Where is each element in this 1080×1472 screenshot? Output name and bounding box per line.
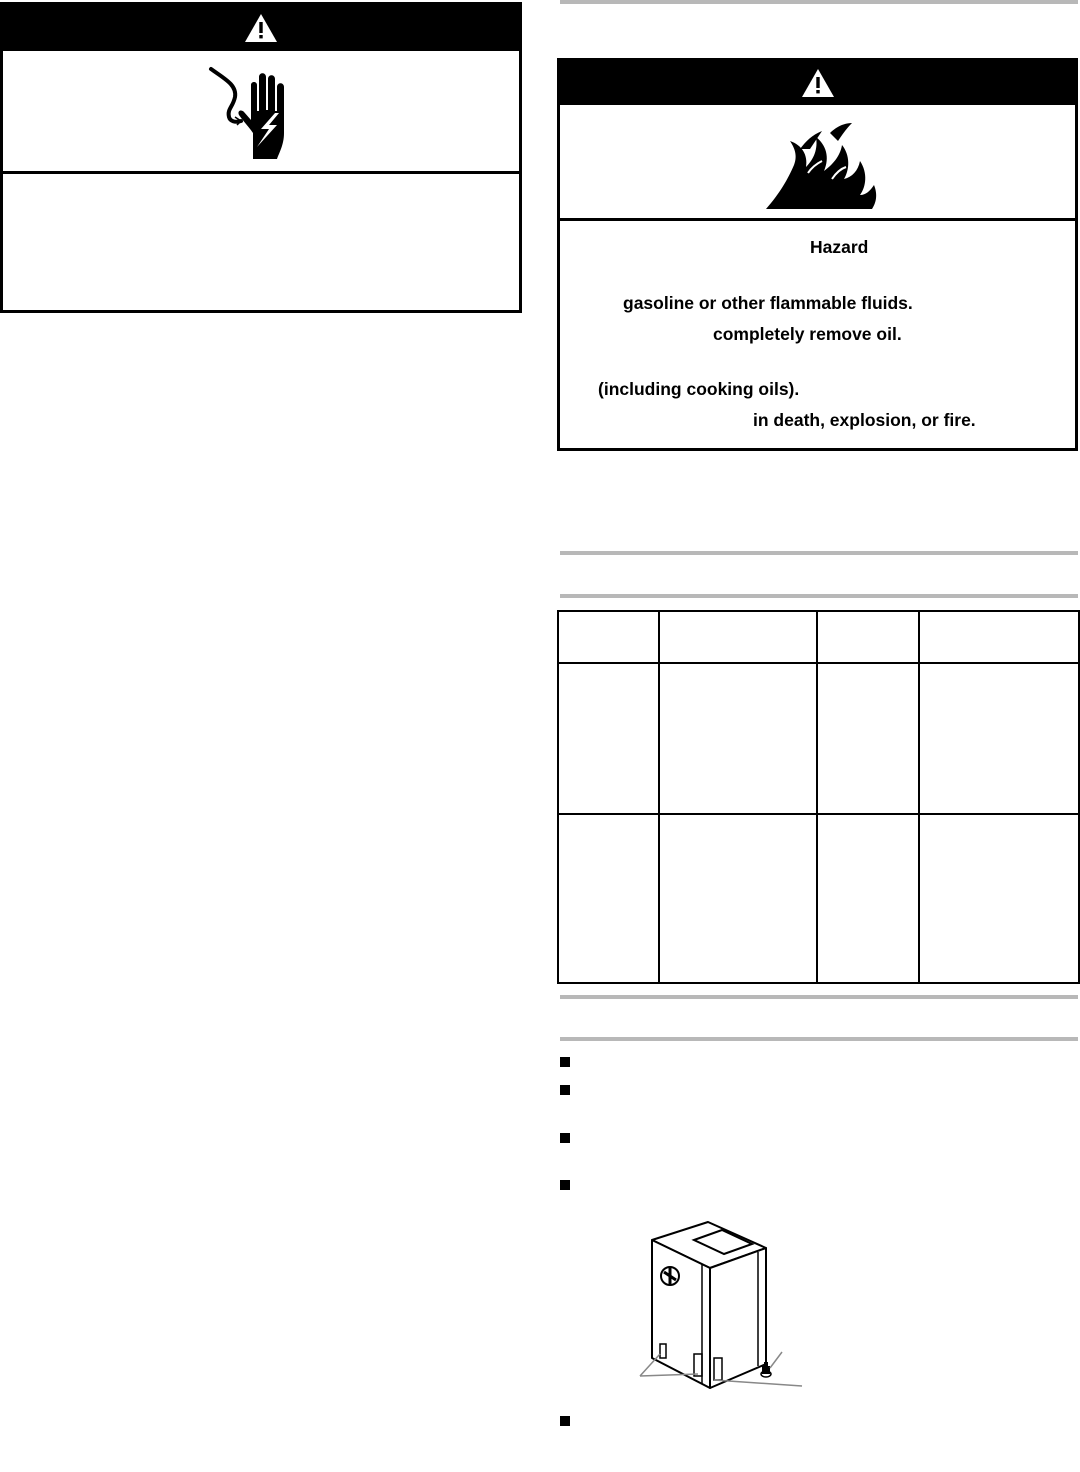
bullet-square [560, 1085, 570, 1095]
warning-triangle-icon [800, 67, 836, 99]
warning-divider [560, 218, 1075, 221]
fire-warning-line-5: in death, explosion, or fire. [753, 410, 976, 430]
section-rule [560, 995, 1078, 999]
table-cell [659, 611, 817, 663]
warning-icon-area [560, 105, 1075, 218]
section-rule [560, 1037, 1078, 1041]
table-cell [919, 814, 1079, 983]
table-cell [558, 611, 659, 663]
section-rule [560, 0, 1078, 4]
bullet-square [560, 1180, 570, 1190]
warning-header-bar [560, 61, 1075, 105]
table-cell [919, 663, 1079, 814]
appliance-leveling-legs-diagram [636, 1218, 808, 1394]
table-cell [659, 814, 817, 983]
bullet-square [560, 1133, 570, 1143]
fire-warning-line-1: Hazard [810, 237, 869, 257]
electric-shock-warning-box [0, 2, 522, 313]
warning-triangle-icon [243, 12, 279, 44]
warning-icon-area [3, 51, 519, 171]
section-rule [560, 594, 1078, 598]
table-row [558, 814, 1079, 983]
fire-warning-line-3: completely remove oil. [713, 324, 902, 344]
table-cell [558, 814, 659, 983]
table-cell [817, 663, 919, 814]
table-cell [659, 663, 817, 814]
flame-icon [760, 119, 882, 211]
fire-warning-line-4: (including cooking oils). [598, 379, 800, 399]
fire-warning-line-2: gasoline or other flammable fluids. [623, 293, 913, 313]
bullet-square [560, 1057, 570, 1067]
warning-header-bar [3, 5, 519, 51]
table-row [558, 663, 1079, 814]
table-header-row [558, 611, 1079, 663]
specification-table [557, 610, 1078, 984]
table-cell [558, 663, 659, 814]
fire-warning-box [557, 58, 1078, 451]
table-cell [817, 814, 919, 983]
electrical-shock-hand-icon [205, 63, 301, 163]
bullet-square [560, 1416, 570, 1426]
table-cell [919, 611, 1079, 663]
warning-divider [3, 171, 519, 174]
section-rule [560, 551, 1078, 555]
table-cell [817, 611, 919, 663]
